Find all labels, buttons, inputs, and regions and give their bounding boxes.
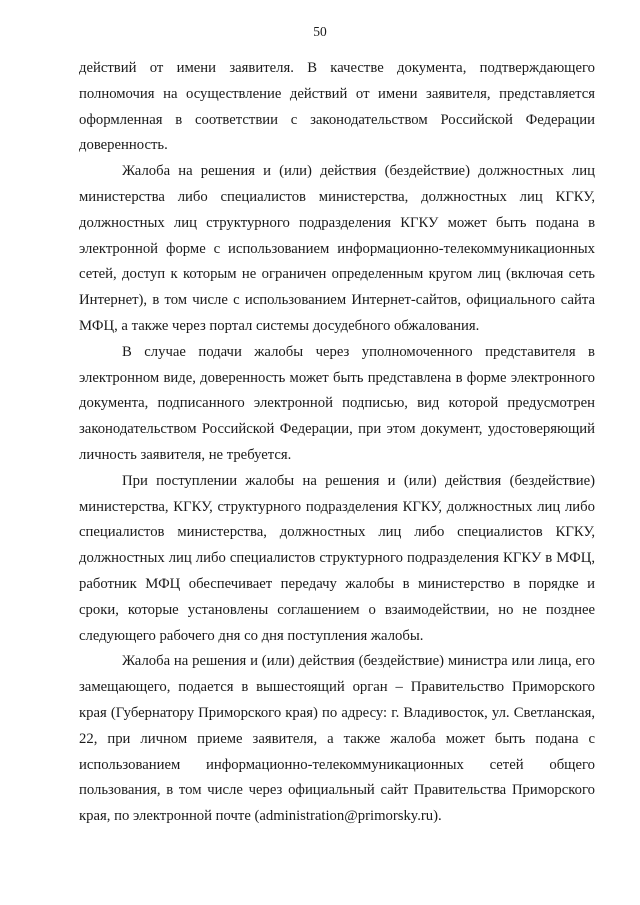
paragraph-4: При поступлении жалобы на решения и (или) действия (бездействие) министерства, КГКУ, структурного подразделения КГКУ, должностных лиц либо специалистов министерства, должностных лиц либо специалистов КГКУ, должностных лиц либо специалистов структурного подразделения КГКУ в МФЦ, работник МФЦ обеспечивает передачу жалобы в министерство в порядке и сроки, которые установлены соглашением о взаимодействии, но не позднее следующего рабочего дня со дня поступления жалобы.: [79, 472, 595, 644]
page-number: 50: [313, 24, 327, 39]
document-body: [79, 56, 595, 830]
paragraph-3: В случае подачи жалобы через уполномоченного представителя в электронном виде, доверенность может быть представлена в форме электронного документа, подписанного электронной подписью, вид которой предусмотрен законодательством Российской Федерации, при этом документ, удостоверяющий личность заявителя, не требуется.: [79, 343, 595, 463]
paragraph-5: Жалоба на решения и (или) действия (бездействие) министра или лица, его замещающего, подается в вышестоящий орган – Правительство Приморского края (Губернатору Приморского края) по адресу: г. Владивосток, ул. Светланская, 22, при личном приеме заявителя, а также жалоба может быть подана с использованием информационно-телекоммуникационных сетей общего пользования, в том числе через официальный сайт Правительства Приморского края, по электронной почте (administration@primorsky.ru).: [79, 653, 595, 825]
paragraph-2: Жалоба на решения и (или) действия (бездействие) должностных лиц министерства либо специалистов министерства, должностных лиц КГКУ, должностных лиц структурного подразделения КГКУ может быть подана в электронной форме с использованием информационно-телекоммуникационных сетей, доступ к которым не ограничен определенным кругом лиц (включая сеть Интернет), в том числе с использованием Интернет-сайтов, официального сайта МФЦ, а также через портал системы досудебного обжалования.: [79, 163, 595, 334]
paragraph-1: действий от имени заявителя. В качестве документа, подтверждающего полномочия на осуществление действий от имени заявителя, представляется оформленная в соответствии с законодательством Российской Федерации доверенность.: [79, 60, 595, 154]
